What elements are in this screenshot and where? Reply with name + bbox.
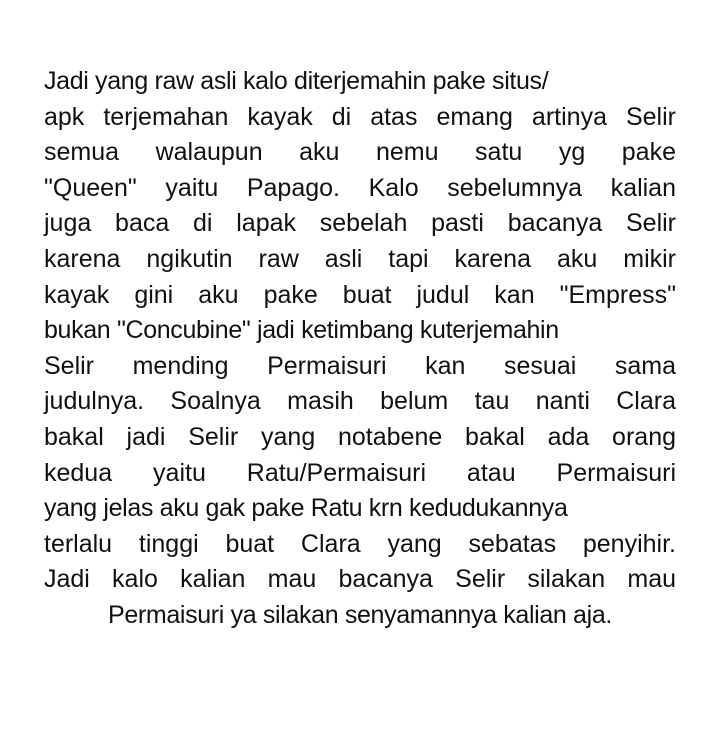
text-line-11: bakal jadi Selir yang notabene bakal ada orang bbox=[44, 422, 676, 451]
text-line-4: "Queen" yaitu Papago. Kalo sebelumnya kalian bbox=[44, 173, 676, 202]
text-line-8: bukan "Concubine" jadi ketimbang kuterjemahin bbox=[44, 316, 559, 345]
text-line-14: terlalu tinggi buat Clara yang sebatas penyihir. bbox=[44, 529, 676, 558]
text-line-10: judulnya. Soalnya masih belum tau nanti Clara bbox=[44, 387, 676, 416]
body-paragraph bbox=[44, 64, 676, 634]
text-line-13: yang jelas aku gak pake Ratu krn kedudukannya bbox=[44, 494, 568, 523]
text-line-5: juga baca di lapak sebelah pasti bacanya Selir bbox=[44, 209, 676, 238]
text-line-12: kedua yaitu Ratu/Permaisuri atau Permaisuri bbox=[44, 458, 676, 487]
text-line-7: kayak gini aku pake buat judul kan "Empress" bbox=[44, 280, 676, 309]
text-line-6: karena ngikutin raw asli tapi karena aku mikir bbox=[44, 244, 676, 273]
text-line-3: semua walaupun aku nemu satu yg pake bbox=[44, 138, 676, 167]
text-line-16: Permaisuri ya silakan senyamannya kalian aja. bbox=[108, 600, 612, 629]
text-line-1: Jadi yang raw asli kalo diterjemahin pake situs/ bbox=[44, 67, 549, 95]
text-line-2: apk terjemahan kayak di atas emang artinya Selir bbox=[44, 102, 676, 131]
text-line-15: Jadi kalo kalian mau bacanya Selir silakan mau bbox=[44, 565, 676, 594]
text-line-9: Selir mending Permaisuri kan sesuai sama bbox=[44, 351, 676, 380]
